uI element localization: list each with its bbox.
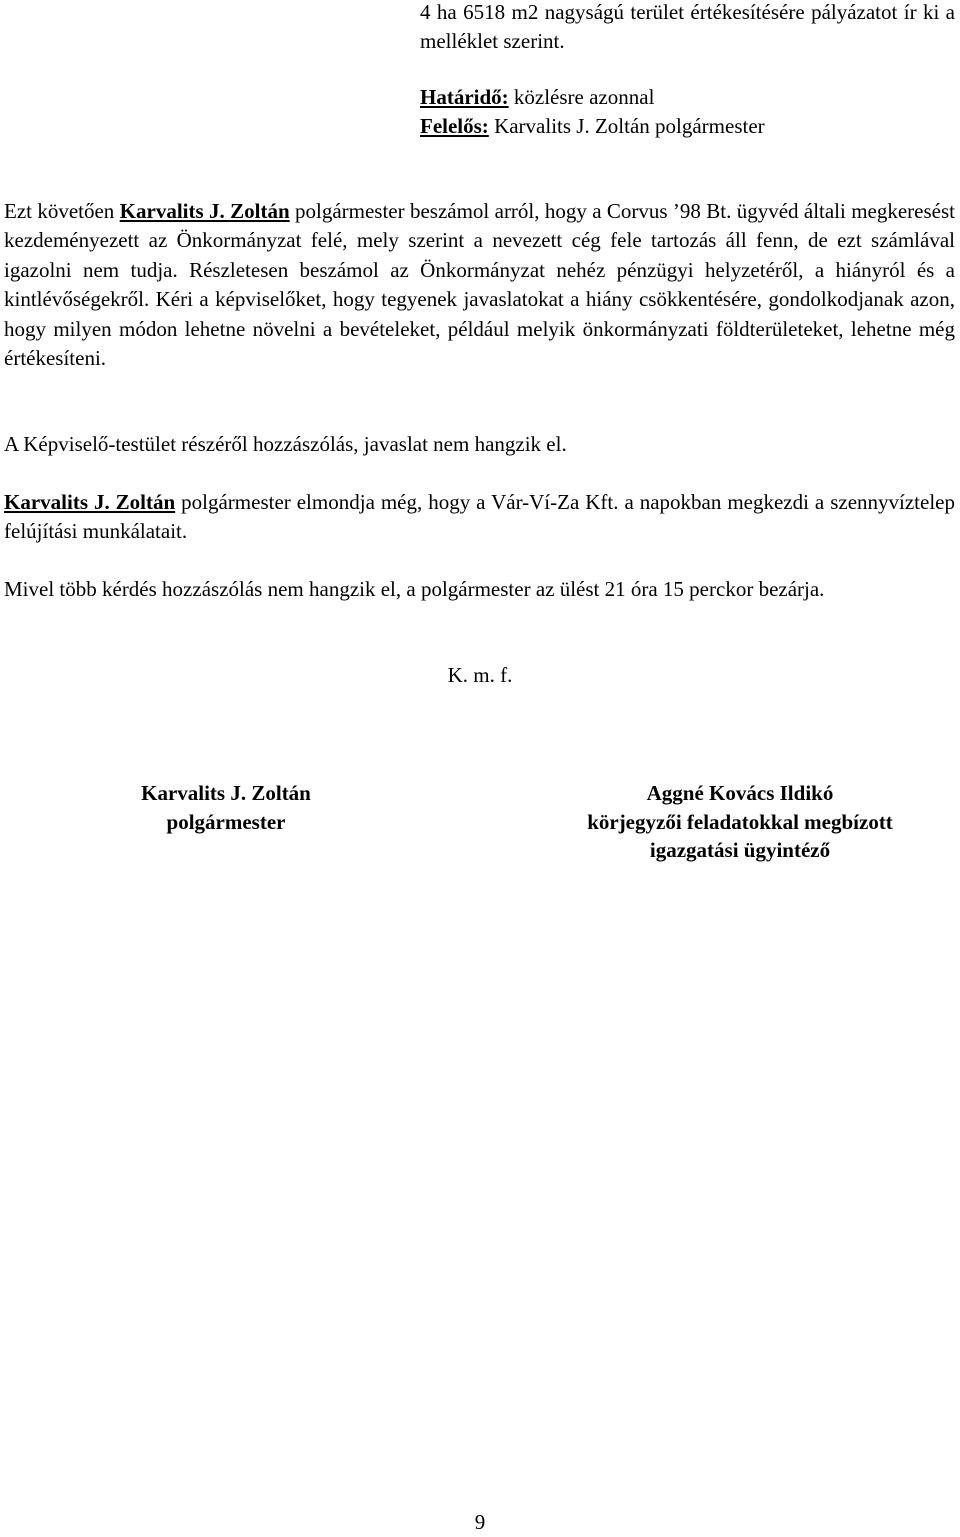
deadline-line: [420, 83, 955, 112]
signature-right: [540, 779, 940, 865]
report-text: polgármester beszámol arról, hogy a Corvus ’98 Bt. ügyvéd általi megkeresést kezdeményezett az Önkormányzat felé, mely szerint a nevezett cég fele tartozás áll fenn, de ezt számlával igazolni nem tudja. Részletesen beszámol az Önkormányzat nehéz pénzügyi helyzetéről, a hiányról és a kintlévőségekről. Kéri a képviselőket, hogy tegyenek javaslatokat a hiány csökkentésére, gondolkodjanak azon, hogy milyen módon lehetne növelni a bevételeket, például melyik önkormányzati földterületeket, lehetne még értékesíteni.: [4, 199, 955, 371]
signature-left: [86, 779, 366, 836]
signature-left-title: polgármester: [166, 809, 286, 834]
deadline-value: közlésre azonnal: [508, 85, 655, 109]
signature-right-title1: körjegyzői feladatokkal megbízott: [587, 809, 893, 834]
signature-right-title2: igazgatási ügyintéző: [649, 838, 831, 862]
signature-right-name: Aggné Kovács Ildikó: [646, 781, 834, 805]
intro-line: 4 ha 6518 m2 nagyságú terület értékesítésére pályázatot ír ki a melléklet szerint.: [420, 0, 955, 54]
deadline-label: Határidő:: [420, 85, 509, 109]
responsible-line: [420, 112, 955, 141]
page-number: 9: [474, 1510, 486, 1534]
responsible-label: Felelős:: [420, 114, 489, 138]
kmf-label: K. m. f.: [447, 663, 513, 687]
closing-paragraph: Mivel több kérdés hozzászólás nem hangzik el, a polgármester az ülést 21 óra 15 perckor bezárja.: [4, 577, 825, 601]
renovation-paragraph: [4, 488, 955, 547]
responsible-value: Karvalits J. Zoltán polgármester: [488, 114, 765, 138]
report-paragraph: [4, 197, 955, 373]
signature-left-name: Karvalits J. Zoltán: [141, 781, 311, 805]
mayor-name: Karvalits J. Zoltán: [119, 199, 290, 223]
no-comment-paragraph: A Képviselő-testület részéről hozzászólás, javaslat nem hangzik el.: [4, 432, 567, 456]
renovation-text: polgármester elmondja még, hogy a Vár-Ví-Za Kft. a napokban megkezdi a szennyvíztelep felújítási munkálatait.: [4, 490, 955, 544]
mayor-name-2: Karvalits J. Zoltán: [4, 490, 176, 514]
report-prefix: Ezt követően: [4, 199, 120, 223]
